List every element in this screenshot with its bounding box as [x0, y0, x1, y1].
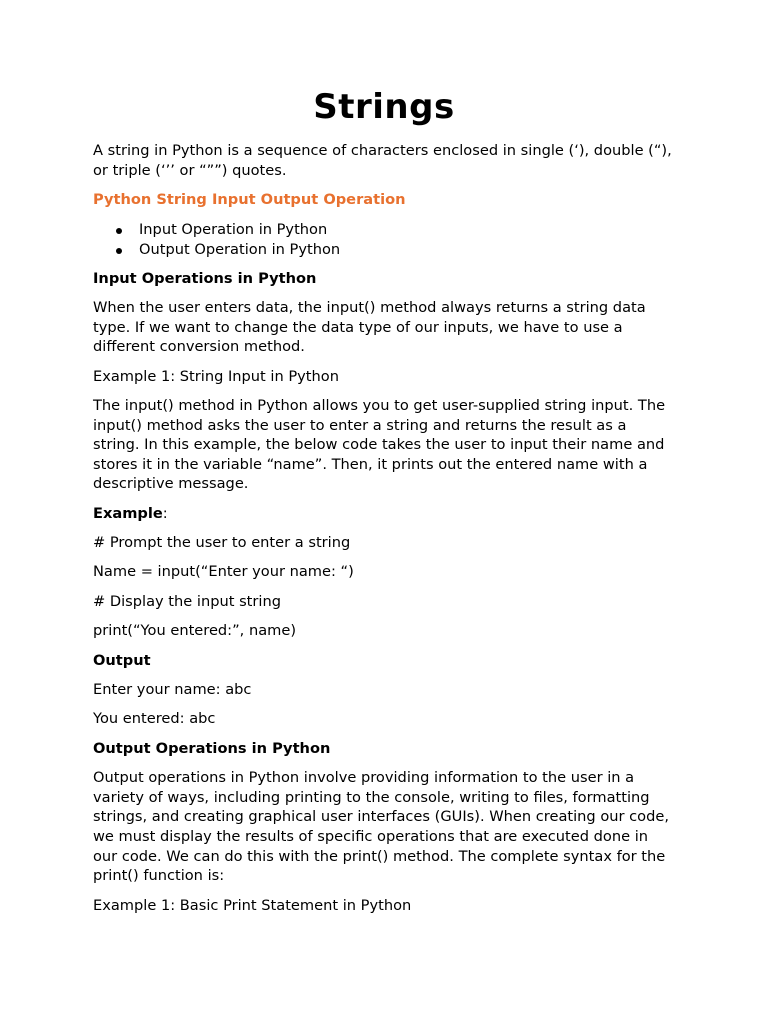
output-line: You entered: abc — [93, 710, 216, 728]
example-label-suffix: : — [162, 504, 168, 522]
section-heading: Python String Input Output Operation — [93, 190, 406, 208]
input-operations-heading: Input Operations in Python — [93, 269, 317, 287]
output-example-title: Example 1: Basic Print Statement in Python — [93, 896, 412, 914]
output-operations-paragraph: Output operations in Python involve providing information to the user in a variety of ways, including printing to the console, writing to files, formatting strings, and creating graphical user interfaces (GUIs). When creating our code, we must display the results of specific operations that are executed done in our code. We can do this with the print() method. The complete syntax for the print() function is: — [93, 769, 669, 885]
input-example-title: Example 1: String Input in Python — [93, 367, 339, 385]
bullet-item-label: Output Operation in Python — [139, 240, 341, 258]
bullet-item-input — [139, 220, 675, 240]
code-line: Name = input(“Enter your name: “) — [93, 563, 354, 581]
example-label-line — [93, 504, 675, 524]
operations-bullet-list — [93, 220, 675, 260]
bullet-item-label: Input Operation in Python — [139, 220, 328, 238]
bullet-item-output — [139, 240, 675, 260]
example-label: Example — [93, 504, 163, 522]
output-operations-heading: Output Operations in Python — [93, 739, 331, 757]
intro-paragraph: A string in Python is a sequence of characters enclosed in single (‘), double (“), or triple (‘’’ or “””) quotes. — [93, 142, 672, 179]
input-operations-paragraph: When the user enters data, the input() method always returns a string data type. If we want to change the data type of our inputs, we have to use a different conversion method. — [93, 298, 646, 356]
code-line: # Display the input string — [93, 592, 281, 610]
code-line: print(“You entered:”, name) — [93, 622, 297, 640]
code-line: # Prompt the user to enter a string — [93, 534, 351, 552]
input-example-description: The input() method in Python allows you to get user-supplied string input. The input() method asks the user to enter a string and returns the result as a string. In this example, the below code takes the user to input their name and stores it in the variable “name”. Then, it prints out the entered name with a descriptive message. — [93, 396, 666, 493]
output-label: Output — [93, 651, 151, 669]
page-title: Strings — [313, 87, 455, 127]
bullet-icon — [116, 248, 122, 254]
bullet-icon — [116, 228, 122, 234]
output-line: Enter your name: abc — [93, 681, 252, 699]
